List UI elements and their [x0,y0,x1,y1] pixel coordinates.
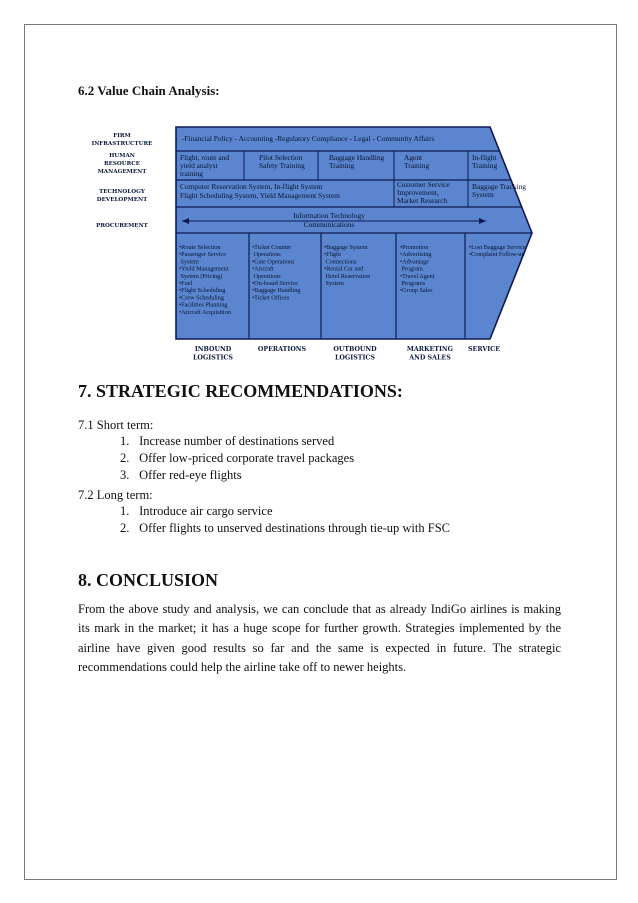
primary-activity-list: •Route Selection •Passenger Service System •Yield Management System (Pricing) •Fuel •Flight Scheduling •Crew Scheduling •Facilities Planning •Aircraft Acquisition [179,244,231,316]
value-chain-diagram [84,125,536,370]
technology-systems: Computer Reservation System, In-flight System Flight Scheduling System, Yield Management System [180,182,340,200]
procurement-text: Information Technology Communications [293,211,365,229]
list-item: 3. Offer red-eye flights [120,468,242,482]
hr-activity: In-flight Training [472,153,498,170]
primary-activity-label: OPERATIONS [257,346,307,353]
primary-activity-list: •Promotion •Advertising •Advantage Program •Travel Agent Programs •Group Sales [400,244,435,295]
section-heading-8: 8. CONCLUSION [78,570,219,590]
short-term-list [120,433,354,484]
support-activity-label: TECHNOLOGY DEVELOPMENT [96,189,148,203]
primary-activity-list: •Baggage System •Flight Connections •Rental Car and Hotel Reservation System [324,244,371,287]
conclusion-paragraph: From the above study and analysis, we can conclude that as already IndiGo airlines is making its mark in the market; it has a huge scope for further growth. Strategies implemented by the airline have given good results so far and the same is expected in future. The strategic recommendations could help the airline take off to newer heights. [78,602,561,674]
list-item: 1. Increase number of destinations served [120,434,335,448]
primary-activity-label: OUTBOUND LOGISTICS [333,346,377,362]
section-heading-7: 7. STRATEGIC RECOMMENDATIONS: [78,381,403,401]
list-item: 2. Offer low-priced corporate travel packages [120,451,355,465]
support-activity-label: HUMAN RESOURCE MANAGEMENT [97,153,147,175]
support-activity-label: PROCUREMENT [96,223,148,229]
primary-activity-label: SERVICE [468,346,500,353]
hr-activity: Flight, route and yield analyst training [180,153,230,178]
long-term-heading: 7.2 Long term: [78,488,153,502]
primary-activity-list: •Lost Baggage Service •Complaint Follow-up [469,244,526,259]
section-heading-6-2: 6.2 Value Chain Analysis: [78,83,220,98]
list-item: 2. Offer flights to unserved destinations through tie-up with FSC [120,521,450,535]
primary-activity-label: INBOUND LOGISTICS [193,346,233,362]
support-activity-label: FIRM INFRASTRUCTURE [91,133,153,147]
primary-activity-list: •Ticket Counter Operations •Gate Operations •Aircraft Operations •On-board Service •Baggage Handling •Ticket Offices [252,244,301,302]
hr-activity: Pilot Selection Safety Training [259,153,305,170]
hr-activity: Baggage Handling Training [329,153,385,170]
firm-infrastructure-text: -Financial Policy - Accounting -Regulatory Compliance - Legal - Community Affairs [182,134,435,143]
hr-activity: Agent Training [404,153,430,170]
technology-market-research: Customer Service Improvement, Market Research [397,180,450,205]
technology-baggage-tracking: Baggage Tracking System [472,182,526,199]
long-term-list [120,503,450,537]
list-item: 1. Introduce air cargo service [120,504,273,518]
primary-activity-label: MARKETING AND SALES [406,346,454,362]
short-term-heading: 7.1 Short term: [78,418,154,432]
